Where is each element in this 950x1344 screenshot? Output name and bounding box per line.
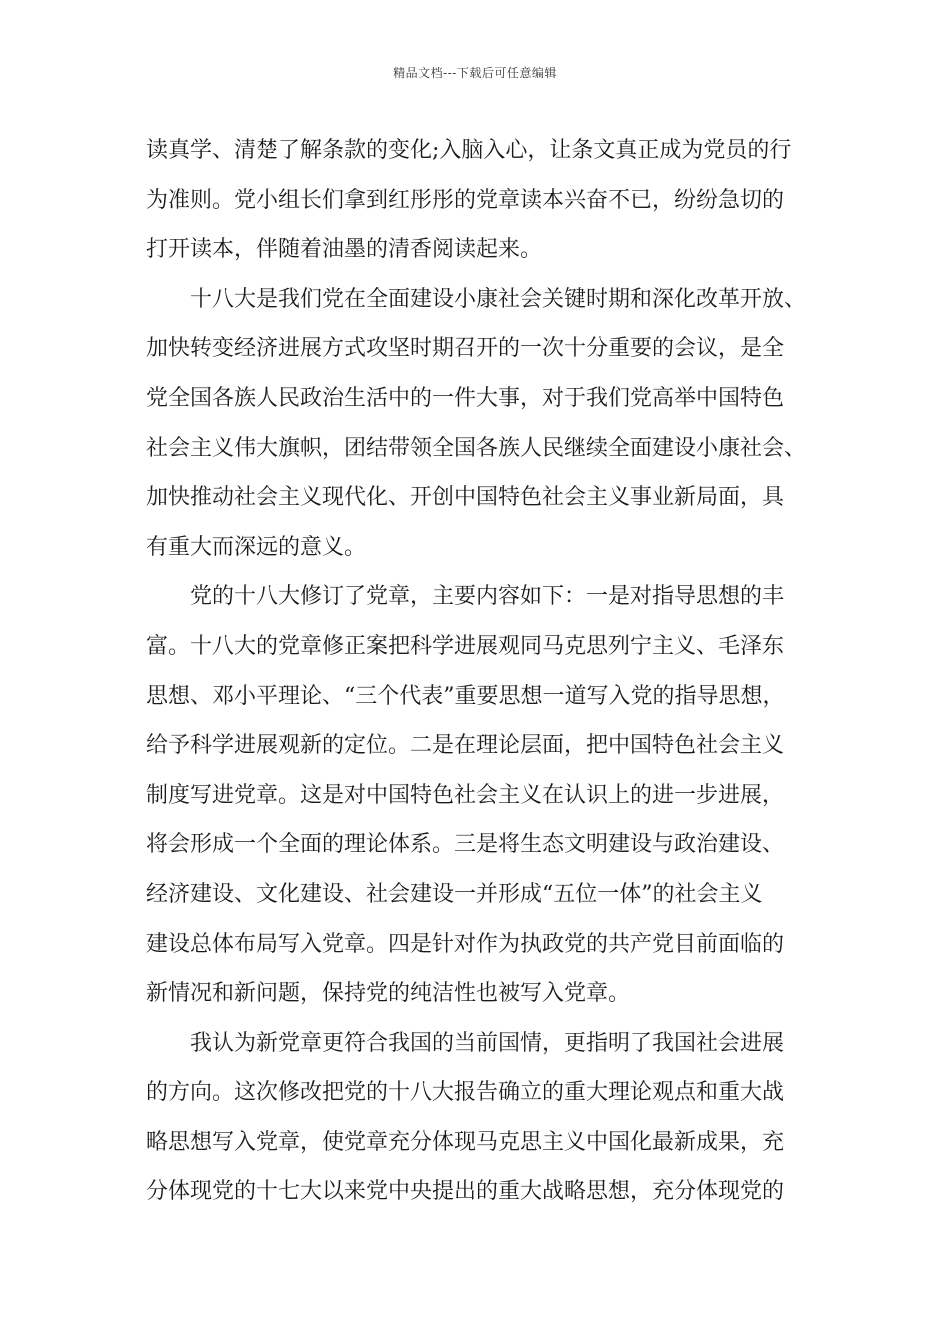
text-line: 打开读本，伴随着油墨的清香阅读起来。 — [146, 237, 543, 263]
text-line: 社会主义伟大旗帜，团结带领全国各族人民继续全面建设小康社会、 — [146, 435, 807, 461]
paragraph — [146, 126, 826, 275]
text-line: 经济建设、文化建设、社会建设一并形成“五位一体”的社会主义 — [146, 881, 763, 907]
paragraph — [146, 572, 826, 1018]
text-line: 加快推动社会主义现代化、开创中国特色社会主义事业新局面，具 — [146, 485, 785, 511]
text-line: 有重大而深远的意义。 — [146, 534, 367, 560]
text-line: 建设总体布局写入党章。四是针对作为执政党的共产党目前面临的 — [146, 931, 785, 957]
text-line: 略思想写入党章，使党章充分体现马克思主义中国化最新成果，充 — [146, 1129, 785, 1155]
text-line: 思想、邓小平理论、“三个代表”重要思想一道写入党的指导思想， — [146, 683, 785, 709]
text-line: 十八大是我们党在全面建设小康社会关键时期和深化改革开放、 — [190, 286, 807, 312]
text-line: 为准则。党小组长们拿到红彤彤的党章读本兴奋不已，纷纷急切的 — [146, 187, 785, 213]
text-line: 加快转变经济进展方式攻坚时期召开的一次十分重要的会议，是全 — [146, 336, 785, 362]
text-line: 将会形成一个全面的理论体系。三是将生态文明建设与政治建设、 — [146, 832, 785, 858]
text-line: 富。十八大的党章修正案把科学进展观同马克思列宁主义、毛泽东 — [146, 633, 785, 659]
document-body — [146, 126, 826, 1217]
text-line: 我认为新党章更符合我国的当前国情，更指明了我国社会进展 — [190, 1030, 785, 1056]
text-line: 分体现党的十七大以来党中央提出的重大战略思想，充分体现党的 — [146, 1179, 785, 1205]
text-line: 制度写进党章。这是对中国特色社会主义在认识上的进一步进展， — [146, 782, 785, 808]
text-line: 党的十八大修订了党章，主要内容如下：一是对指导思想的丰 — [190, 584, 785, 610]
text-line: 读真学、清楚了解条款的变化;入脑入心，让条文真正成为党员的行 — [146, 138, 792, 163]
text-line: 新情况和新问题，保持党的纯洁性也被写入党章。 — [146, 981, 631, 1007]
text-line: 党全国各族人民政治生活中的一件大事，对于我们党高举中国特色 — [146, 385, 785, 411]
paragraph — [146, 275, 826, 573]
paragraph — [146, 1019, 826, 1217]
text-line: 的方向。这次修改把党的十八大报告确立的重大理论观点和重大战 — [146, 1080, 785, 1106]
page-header: 精品文档---下载后可任意编辑 — [393, 66, 557, 80]
text-line: 给予科学进展观新的定位。二是在理论层面，把中国特色社会主义 — [146, 733, 785, 759]
